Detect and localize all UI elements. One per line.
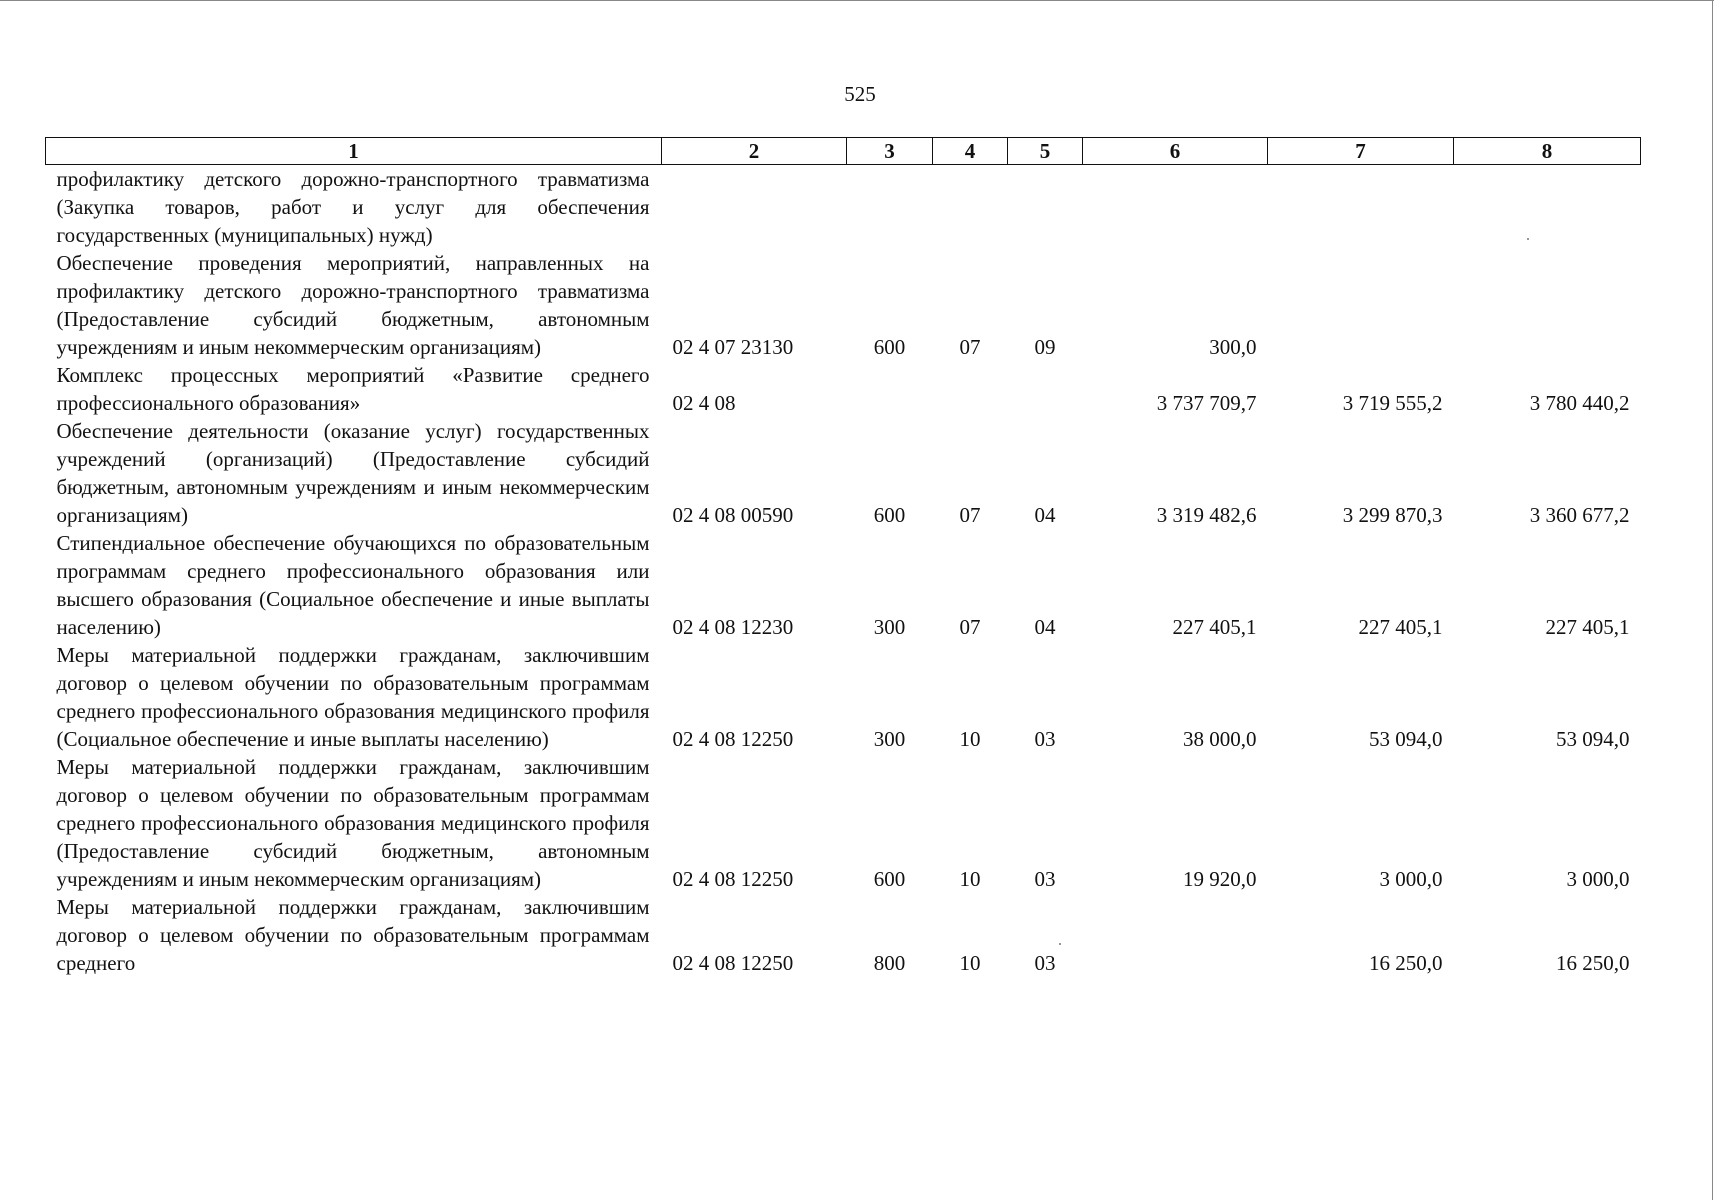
row-col-3	[847, 165, 933, 250]
row-description: Меры материальной поддержки гражданам, заключившим договор о целевом обучении по образовательным программам среднего	[56, 895, 650, 975]
row-code: 02 4 08	[672, 391, 736, 415]
row-description: Комплекс процессных мероприятий «Развитие среднего профессионального образования»	[56, 363, 650, 415]
row-col-3: 600	[873, 503, 906, 527]
budget-table	[45, 137, 1641, 977]
row-code: 02 4 08 12250	[672, 951, 794, 975]
row-col-5	[1008, 165, 1083, 250]
row-col-4: 10	[959, 867, 981, 891]
row-col-7: 16 250,0	[1369, 951, 1443, 975]
row-col-6: 227 405,1	[1172, 615, 1257, 639]
row-col-8: 227 405,1	[1545, 615, 1630, 639]
row-col-7: 3 000,0	[1379, 867, 1443, 891]
row-col-8: 3 360 677,2	[1529, 503, 1630, 527]
table-row	[46, 753, 1641, 893]
row-description: Меры материальной поддержки гражданам, заключившим договор о целевом обучении по образовательным программам среднего профессионального образования медицинского профиля (Предоставление субсидий бюджетным, автономным учреждениям и иным некоммерческим организациям)	[56, 755, 650, 891]
row-description: Меры материальной поддержки гражданам, заключившим договор о целевом обучении по образовательным программам среднего профессионального образования медицинского профиля (Социальное обеспечение и иные выплаты населению)	[56, 643, 650, 751]
table-row	[46, 249, 1641, 361]
row-code: 02 4 08 12250	[672, 727, 794, 751]
row-col-7: 53 094,0	[1369, 727, 1443, 751]
row-col-5: 03	[1034, 867, 1056, 891]
row-col-6: 3 319 482,6	[1156, 503, 1257, 527]
row-col-4: 07	[959, 335, 981, 359]
row-col-8	[1454, 249, 1641, 361]
row-col-7	[1268, 165, 1454, 250]
table-row	[46, 529, 1641, 641]
row-col-6: 3 737 709,7	[1156, 391, 1257, 415]
row-col-3: 600	[873, 335, 906, 359]
row-col-3: 600	[873, 867, 906, 891]
table-row	[46, 893, 1641, 977]
row-col-8: 3 000,0	[1566, 867, 1630, 891]
row-col-4: 07	[959, 503, 981, 527]
row-col-8: 16 250,0	[1556, 951, 1630, 975]
scan-speck	[1527, 238, 1529, 240]
row-col-7: 3 299 870,3	[1342, 503, 1443, 527]
row-code: 02 4 08 00590	[672, 503, 794, 527]
scan-right-edge	[1712, 0, 1713, 1200]
row-code	[662, 165, 847, 250]
header-col-6: 6	[1083, 138, 1268, 165]
scan-top-edge	[0, 0, 1714, 1]
table-row	[46, 417, 1641, 529]
header-col-1: 1	[46, 138, 662, 165]
header-col-5: 5	[1008, 138, 1083, 165]
header-col-4: 4	[933, 138, 1008, 165]
row-col-5: 03	[1034, 727, 1056, 751]
row-col-6: 19 920,0	[1183, 867, 1257, 891]
row-col-8: 3 780 440,2	[1529, 391, 1630, 415]
header-col-7: 7	[1268, 138, 1454, 165]
row-code: 02 4 08 12250	[672, 867, 794, 891]
row-col-6: 38 000,0	[1183, 727, 1257, 751]
row-col-5	[1008, 361, 1083, 417]
row-col-8: 53 094,0	[1556, 727, 1630, 751]
row-description: Обеспечение проведения мероприятий, направленных на профилактику детского дорожно-транспортного травматизма (Предоставление субсидий бюджетным, автономным учреждениям и иным некоммерческим организациям)	[56, 251, 650, 359]
row-col-6	[1083, 165, 1268, 250]
row-description: Обеспечение деятельности (оказание услуг) государственных учреждений (организаций) (Предоставление субсидий бюджетным, автономным учреждениям и иным некоммерческим организациям)	[56, 419, 650, 527]
row-col-6: 300,0	[1209, 335, 1257, 359]
table-row	[46, 165, 1641, 250]
page-number: 525	[844, 82, 876, 106]
header-col-2: 2	[662, 138, 847, 165]
row-col-3: 300	[873, 615, 906, 639]
row-col-4: 07	[959, 615, 981, 639]
row-code: 02 4 08 12230	[672, 615, 794, 639]
row-col-5: 04	[1034, 615, 1056, 639]
row-col-7: 227 405,1	[1358, 615, 1443, 639]
scan-speck	[1059, 943, 1061, 945]
table-header-row	[46, 138, 1641, 165]
row-col-4: 10	[959, 727, 981, 751]
row-col-5: 04	[1034, 503, 1056, 527]
row-col-3	[847, 361, 933, 417]
row-description: Стипендиальное обеспечение обучающихся по образовательным программам среднего профессионального образования или высшего образования (Социальное обеспечение и иные выплаты населению)	[56, 531, 650, 639]
table-row	[46, 361, 1641, 417]
row-col-7	[1268, 249, 1454, 361]
row-col-4: 10	[959, 951, 981, 975]
table-row	[46, 641, 1641, 753]
row-col-4	[933, 361, 1008, 417]
header-col-8: 8	[1454, 138, 1641, 165]
row-col-5: 09	[1034, 335, 1056, 359]
row-col-6	[1083, 893, 1268, 977]
row-col-4	[933, 165, 1008, 250]
header-col-3: 3	[847, 138, 933, 165]
row-col-8	[1454, 165, 1641, 250]
row-col-7: 3 719 555,2	[1342, 391, 1443, 415]
row-col-3: 800	[873, 951, 906, 975]
row-code: 02 4 07 23130	[672, 335, 794, 359]
row-col-5: 03	[1034, 951, 1056, 975]
row-description: профилактику детского дорожно-транспортного травматизма (Закупка товаров, работ и услуг для обеспечения государственных (муниципальных) нужд)	[56, 167, 650, 247]
row-col-3: 300	[873, 727, 906, 751]
